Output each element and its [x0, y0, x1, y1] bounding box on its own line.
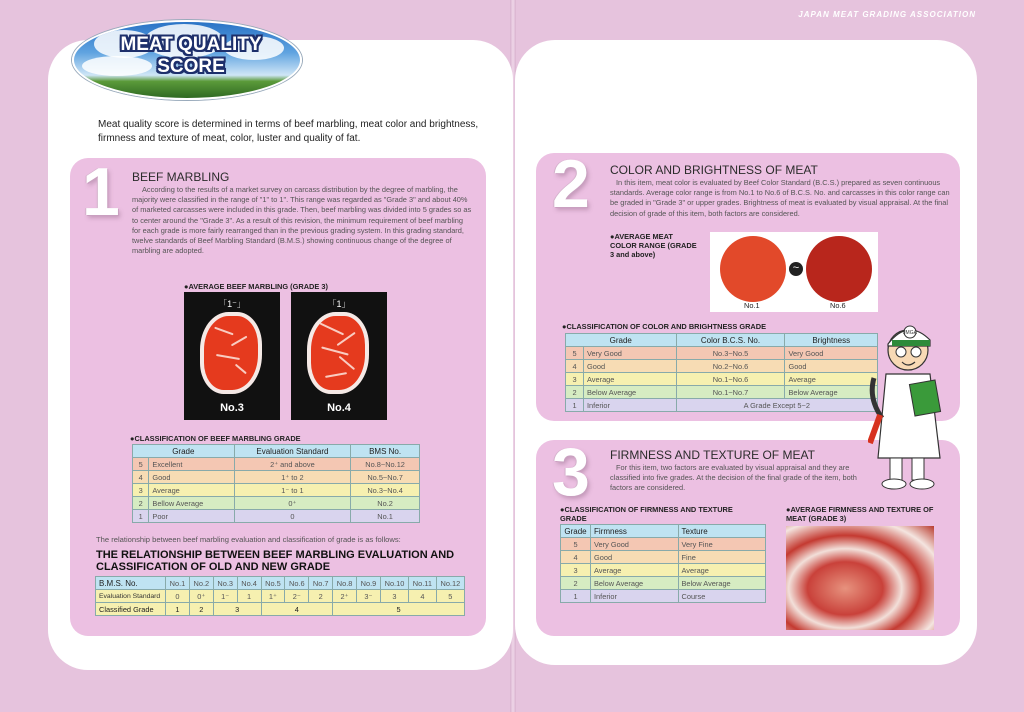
- color-grade-table: [565, 333, 878, 412]
- bms-header-row: [96, 577, 465, 590]
- table-cell: 5: [133, 458, 149, 471]
- table-cell: 2: [561, 577, 591, 590]
- table-cell: Classified Grade: [96, 603, 166, 616]
- table-cell: Inferior: [591, 590, 679, 603]
- table-cell: 2⁺ and above: [234, 458, 351, 471]
- table-cell: 0⁺: [234, 497, 351, 510]
- table-cell: 0: [166, 590, 190, 603]
- section1-text: According to the results of a market survey on carcass distribution by the degree of marbling, the majority were classified in the range of "1" to 1". This range was regarded as "Grade 3" and about 40% of marketed carcasses were included in this grade. Then, beef marbling was divided into 5 grades so as to center around the "Grade 3". As a result of this revision, the minimum requirement of beef marbling for each grade is more fairly rearranged than in the previous grading system. In this grading standard, twelve standards of Beef Marbling Standard (B.M.S.) showing continuous change of the degree of marbling are adopted.: [132, 185, 472, 256]
- table-cell: Below Average: [785, 386, 878, 399]
- table-cell: Below Average: [584, 386, 677, 399]
- section1-title: BEEF MARBLING: [132, 170, 230, 184]
- table-cell: 5: [566, 347, 584, 360]
- table-cell: 2: [133, 497, 149, 510]
- table-header: Grade: [133, 445, 235, 458]
- table-cell: Average: [591, 564, 679, 577]
- table-cell: 3⁻: [357, 590, 381, 603]
- table-cell: No.9: [357, 577, 381, 590]
- table-cell: Very Good: [584, 347, 677, 360]
- table-cell: 2⁺: [333, 590, 357, 603]
- table-cell: No.12: [436, 577, 464, 590]
- table-cell: Good: [785, 360, 878, 373]
- swatch-label-no1: No.1: [744, 301, 760, 310]
- table-cell: Average: [149, 484, 234, 497]
- marbling-photo-no3: [184, 292, 280, 420]
- table-cell: No.1: [166, 577, 190, 590]
- table-cell: 3: [213, 603, 261, 616]
- table-header: Grade: [566, 334, 677, 347]
- table-cell: Bellow Average: [149, 497, 234, 510]
- table-cell: 5: [561, 538, 591, 551]
- table-cell: 2: [189, 603, 213, 616]
- bms-eval-row: [96, 590, 465, 603]
- page-title-line1: MEAT QUALITY: [120, 34, 262, 55]
- table-row: [566, 399, 878, 412]
- table-cell: No.2: [189, 577, 213, 590]
- table-cell: A Grade Except 5~2: [676, 399, 877, 412]
- table-cell: 1⁺: [261, 590, 285, 603]
- table-cell: Very Good: [591, 538, 679, 551]
- table-cell: 2: [566, 386, 584, 399]
- table-cell: 3: [380, 590, 408, 603]
- table-cell: Average: [584, 373, 677, 386]
- table-header-row: [561, 525, 766, 538]
- table-cell: 3: [133, 484, 149, 497]
- table-cell: 5: [436, 590, 464, 603]
- marbled-steak-image: [200, 312, 262, 394]
- table-cell: Good: [149, 471, 234, 484]
- table-cell: 4: [561, 551, 591, 564]
- color-swatch-no6: [806, 236, 872, 302]
- table-cell: Below Average: [591, 577, 679, 590]
- table-cell: Poor: [149, 510, 234, 523]
- section2-text: In this item, meat color is evaluated by Beef Color Standard (B.C.S.) prepared as seven continuous standards. Average color range is from No.1 to No.6 of B.C.S. No. and carcasses in this color range can be graded in "Grade 3" or upper grades. Brightness of meat is evaluated by visual appraisal. At the final decision of grade of this item, both factors are considered.: [610, 178, 950, 218]
- section3-number: 3: [552, 434, 590, 510]
- swatch-label-no6: No.6: [830, 301, 846, 310]
- tilde-icon: ~: [789, 262, 803, 276]
- table-cell: 0: [234, 510, 351, 523]
- marbling-photo-no4: [291, 292, 387, 420]
- table-header-row: [133, 445, 420, 458]
- section2-number: 2: [552, 146, 590, 222]
- mascot-badge: JMGA: [903, 330, 917, 336]
- table-cell: No.10: [380, 577, 408, 590]
- table-cell: 4: [409, 590, 437, 603]
- table-cell: 3: [561, 564, 591, 577]
- table-cell: No.8: [333, 577, 357, 590]
- table-cell: Course: [678, 590, 766, 603]
- table-cell: Very Fine: [678, 538, 766, 551]
- table-cell: No.5: [261, 577, 285, 590]
- table-row: [133, 497, 420, 510]
- relationship-note: The relationship between beef marbling evaluation and classification of grade is as follows:: [96, 535, 401, 544]
- table-cell: 1⁻ to 1: [234, 484, 351, 497]
- table-cell: 1⁺ to 2: [234, 471, 351, 484]
- table-cell: Fine: [678, 551, 766, 564]
- table-cell: Good: [584, 360, 677, 373]
- table-cell: No.2: [351, 497, 420, 510]
- table-header: B.M.S. No.: [96, 577, 166, 590]
- table-cell: No.8~No.12: [351, 458, 420, 471]
- table-row: [566, 360, 878, 373]
- table-cell: No.4: [237, 577, 261, 590]
- table-cell: No.11: [409, 577, 437, 590]
- table-row: [561, 538, 766, 551]
- table-cell: 1: [133, 510, 149, 523]
- color-range-label: ●AVERAGE MEAT COLOR RANGE (GRADE 3 and above): [610, 232, 697, 259]
- table-row: [566, 386, 878, 399]
- marbling-grade-table: [132, 444, 420, 523]
- table-cell: Excellent: [149, 458, 234, 471]
- table-cell: Good: [591, 551, 679, 564]
- table-cell: No.1~No.7: [676, 386, 785, 399]
- table-cell: 2: [309, 590, 333, 603]
- table-header-row: [566, 334, 878, 347]
- table-row: [133, 510, 420, 523]
- table-cell: 1: [166, 603, 190, 616]
- section3-photo-label: ●AVERAGE FIRMNESS AND TEXTURE OF MEAT (GRADE 3): [786, 505, 934, 523]
- table-header: Evaluation Standard: [234, 445, 351, 458]
- table-row: [561, 590, 766, 603]
- marbled-steak-image: [307, 312, 369, 394]
- table-cell: No.3~No.4: [351, 484, 420, 497]
- relationship-title: THE RELATIONSHIP BETWEEN BEEF MARBLING EVALUATION AND CLASSIFICATION OF OLD AND NEW GRADE: [96, 549, 455, 573]
- table-row: [133, 471, 420, 484]
- section2-title: COLOR AND BRIGHTNESS OF MEAT: [610, 163, 818, 177]
- table-header: Color B.C.S. No.: [676, 334, 785, 347]
- table-cell: No.1~No.6: [676, 373, 785, 386]
- firmness-grade-table: [560, 524, 766, 603]
- table-cell: No.5~No.7: [351, 471, 420, 484]
- table-row: [561, 577, 766, 590]
- table-cell: Average: [678, 564, 766, 577]
- table-cell: No.1: [351, 510, 420, 523]
- section3-title: FIRMNESS AND TEXTURE OF MEAT: [610, 448, 815, 462]
- table-row: [566, 373, 878, 386]
- intro-text: Meat quality score is determined in terms of beef marbling, meat color and brightness, firmness and texture of meat, color, luster and quality of fat.: [98, 119, 479, 144]
- photo-caption: No.3: [220, 402, 244, 414]
- table-cell: 4: [133, 471, 149, 484]
- table-cell: Very Good: [785, 347, 878, 360]
- table-cell: 4: [261, 603, 333, 616]
- section3-table-label: ●CLASSIFICATION OF FIRMNESS AND TEXTURE GRADE: [560, 505, 733, 523]
- table-cell: 1: [561, 590, 591, 603]
- bms-grade-row: [96, 603, 465, 616]
- section1-number: 1: [82, 154, 120, 230]
- table-cell: 1⁻: [213, 590, 237, 603]
- table-header: Brightness: [785, 334, 878, 347]
- table-cell: 3: [566, 373, 584, 386]
- table-cell: 1: [237, 590, 261, 603]
- color-swatch-no1: [720, 236, 786, 302]
- photo-tag: 「1⁻」: [218, 299, 246, 309]
- page-title-line2: SCORE: [157, 56, 225, 77]
- association-header: JAPAN MEAT GRADING ASSOCIATION: [798, 10, 976, 19]
- table-cell: Evaluation Standard: [96, 590, 166, 603]
- photo-tag: 「1」: [327, 299, 351, 309]
- table-header: Texture: [678, 525, 766, 538]
- table-cell: Below Average: [678, 577, 766, 590]
- table-row: [561, 564, 766, 577]
- mascot-grader-illustration: [868, 318, 958, 498]
- section3-text: For this item, two factors are evaluated by visual appraisal and they are classified into five grades. At the decision of the final grade of the item, both factors are considered.: [610, 463, 857, 493]
- table-row: [561, 551, 766, 564]
- table-cell: 2⁻: [285, 590, 309, 603]
- table-row: [133, 458, 420, 471]
- table-cell: Inferior: [584, 399, 677, 412]
- table-cell: Average: [785, 373, 878, 386]
- table-cell: 1: [566, 399, 584, 412]
- section1-photo-label: ●AVERAGE BEEF MARBLING (GRADE 3): [184, 282, 328, 291]
- table-header: Grade: [561, 525, 591, 538]
- section1-table-label: ●CLASSIFICATION OF BEEF MARBLING GRADE: [130, 434, 301, 443]
- table-row: [133, 484, 420, 497]
- photo-caption: No.4: [327, 402, 351, 414]
- table-cell: No.3~No.5: [676, 347, 785, 360]
- table-cell: No.7: [309, 577, 333, 590]
- table-row: [566, 347, 878, 360]
- section2-table-label: ●CLASSIFICATION OF COLOR AND BRIGHTNESS GRADE: [562, 322, 767, 331]
- table-header: Firmness: [591, 525, 679, 538]
- table-cell: No.3: [213, 577, 237, 590]
- table-cell: No.6: [285, 577, 309, 590]
- table-cell: 5: [333, 603, 465, 616]
- table-cell: No.2~No.6: [676, 360, 785, 373]
- page-title: [96, 34, 286, 78]
- table-cell: 0⁺: [189, 590, 213, 603]
- bms-relationship-table: [95, 576, 465, 616]
- table-cell: 4: [566, 360, 584, 373]
- table-header: BMS No.: [351, 445, 420, 458]
- firmness-meat-photo: [786, 526, 934, 630]
